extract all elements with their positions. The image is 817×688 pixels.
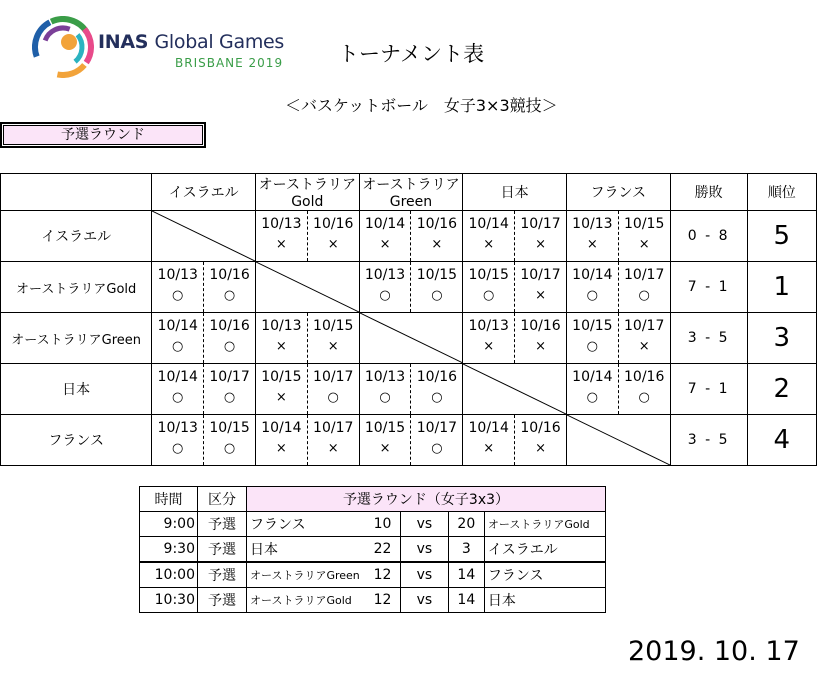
match-date: 10/13: [157, 267, 198, 283]
win-loss: 7 - 1: [670, 364, 747, 415]
match-mark: ○: [483, 288, 495, 303]
match-date: 10/15: [209, 420, 250, 436]
match-date: 10/16: [520, 318, 561, 334]
team-1: 日本: [247, 537, 365, 563]
row-team-name: フランス: [1, 415, 152, 466]
score-2: 14: [448, 562, 484, 588]
matrix-row: [1, 415, 817, 466]
match-date: 10/15: [572, 318, 613, 334]
schedule-header-row: [140, 487, 606, 512]
match-date: 10/15: [468, 267, 509, 283]
match-result-cell: [152, 364, 204, 415]
schedule-table: [139, 486, 606, 613]
match-date: 10/13: [261, 216, 302, 232]
match-result-cell: [307, 415, 359, 466]
page-subtitle: ＜バスケットボール 女子3×3競技＞: [285, 96, 558, 115]
match-mark: ×: [535, 441, 546, 456]
match-mark: ○: [379, 390, 391, 405]
match-mark: ×: [638, 237, 650, 252]
match-mark: ○: [431, 390, 443, 405]
logo-title-rest: Global Games: [154, 31, 285, 53]
match-mark: ○: [172, 339, 184, 354]
match-result-cell: [411, 364, 463, 415]
matrix-row: [1, 211, 817, 262]
match-mark: ○: [223, 339, 236, 354]
division-header: 区分: [198, 487, 247, 512]
rank-header: 順位: [747, 174, 816, 211]
rank: 4: [747, 415, 816, 466]
col-header: 日本: [463, 174, 567, 211]
match-result-cell: [307, 211, 359, 262]
logo-subtitle: BRISBANE 2019: [175, 56, 284, 70]
page-title: トーナメント表: [338, 42, 485, 66]
round-label: 予選ラウンド: [0, 122, 206, 148]
schedule-row: [140, 588, 606, 613]
match-result-cell: [515, 262, 567, 313]
col-header: イスラエル: [152, 174, 256, 211]
win-loss: 7 - 1: [670, 262, 747, 313]
match-date: 10/17: [624, 318, 665, 334]
match-result-cell: [566, 262, 618, 313]
match-date: 10/14: [261, 420, 302, 436]
match-mark: ×: [483, 339, 495, 354]
match-division: 予選: [198, 512, 247, 537]
wl-header: 勝敗: [670, 174, 747, 211]
match-division: 予選: [198, 562, 247, 588]
match-mark: ×: [535, 237, 546, 252]
rank: 1: [747, 262, 816, 313]
match-mark: ×: [275, 441, 287, 456]
match-result-cell: [411, 262, 463, 313]
match-result-cell: [566, 313, 618, 364]
inas-logo-mark-icon: [32, 16, 94, 78]
match-mark: ×: [275, 339, 287, 354]
row-team-name: 日本: [1, 364, 152, 415]
logo-title: [98, 31, 284, 53]
match-date: 10/13: [572, 216, 613, 232]
matrix-row: [1, 313, 817, 364]
win-loss: 3 - 5: [670, 415, 747, 466]
match-result-cell: [204, 415, 256, 466]
score-1: 22: [364, 537, 400, 563]
match-date: 10/16: [520, 420, 561, 436]
match-result-cell: [204, 262, 256, 313]
match-time: 9:30: [140, 537, 198, 563]
match-result-cell: [618, 313, 670, 364]
team-1: オーストラリアGold: [247, 588, 365, 613]
match-date: 10/14: [364, 216, 406, 232]
match-date: 10/13: [261, 318, 302, 334]
self-match-diagonal: [359, 313, 463, 364]
match-result-cell: [566, 211, 618, 262]
match-date: 10/16: [209, 267, 250, 283]
match-mark: ○: [638, 390, 650, 405]
match-time: 10:30: [140, 588, 198, 613]
match-result-cell: [204, 313, 256, 364]
match-mark: ×: [327, 339, 339, 354]
team-2: 日本: [484, 588, 605, 613]
match-mark: ○: [431, 288, 443, 303]
match-result-cell: [515, 415, 567, 466]
match-date: 10/15: [416, 267, 458, 283]
match-mark: ×: [275, 390, 287, 405]
match-date: 10/17: [209, 369, 250, 385]
match-date: 10/15: [313, 318, 354, 334]
match-mark: ○: [172, 390, 184, 405]
match-date: 10/15: [364, 420, 406, 436]
match-result-cell: [411, 415, 463, 466]
matrix-row: [1, 364, 817, 415]
match-date: 10/16: [624, 369, 665, 385]
match-date: 10/17: [313, 369, 354, 385]
col-header: オーストラリアGreen: [359, 174, 463, 211]
matrix-row: [1, 262, 817, 313]
match-result-cell: [411, 211, 463, 262]
logo-title-bold: INAS: [98, 31, 149, 53]
diagonal-line-icon: [360, 313, 463, 363]
match-result-cell: [359, 211, 411, 262]
document-date: 2019. 10. 17: [628, 636, 800, 667]
self-match-diagonal: [566, 415, 670, 466]
match-date: 10/16: [416, 216, 458, 232]
match-mark: ×: [638, 339, 650, 354]
rank: 3: [747, 313, 816, 364]
match-mark: ○: [586, 288, 599, 303]
match-result-cell: [566, 364, 618, 415]
match-result-cell: [515, 211, 567, 262]
col-header: オーストラリアGold: [255, 174, 359, 211]
col-header: フランス: [566, 174, 670, 211]
match-result-cell: [307, 313, 359, 364]
match-mark: ×: [275, 237, 287, 252]
match-date: 10/14: [468, 420, 509, 436]
win-loss: 3 - 5: [670, 313, 747, 364]
match-result-cell: [618, 262, 670, 313]
match-mark: ×: [586, 237, 598, 252]
match-date: 10/15: [624, 216, 665, 232]
schedule-row: [140, 562, 606, 588]
match-result-cell: [618, 211, 670, 262]
team-2: フランス: [484, 562, 605, 588]
match-result-cell: [255, 364, 307, 415]
match-date: 10/14: [157, 318, 198, 334]
match-mark: ○: [431, 441, 443, 456]
diagonal-line-icon: [567, 415, 670, 465]
match-result-cell: [463, 415, 515, 466]
score-1: 12: [364, 588, 400, 613]
team-2: オーストラリアGold: [484, 512, 605, 537]
diagonal-line-icon: [463, 364, 566, 414]
match-date: 10/17: [624, 267, 665, 283]
schedule-row: [140, 537, 606, 563]
match-mark: ○: [223, 441, 236, 456]
match-date: 10/13: [364, 369, 406, 385]
schedule-row: [140, 512, 606, 537]
match-mark: ×: [483, 237, 495, 252]
match-mark: ○: [223, 288, 236, 303]
inas-logo: [32, 16, 285, 78]
match-mark: ×: [431, 237, 443, 252]
match-date: 10/17: [416, 420, 458, 436]
match-date: 10/14: [572, 267, 613, 283]
match-mark: ×: [379, 237, 391, 252]
match-mark: ○: [379, 288, 391, 303]
match-date: 10/14: [157, 369, 198, 385]
vs-label: vs: [401, 537, 449, 563]
match-division: 予選: [198, 537, 247, 563]
match-date: 10/13: [364, 267, 406, 283]
matrix-header-row: [1, 174, 817, 211]
match-result-cell: [152, 313, 204, 364]
row-team-name: イスラエル: [1, 211, 152, 262]
match-result-cell: [204, 364, 256, 415]
matrix-corner: [1, 174, 152, 211]
self-match-diagonal: [463, 364, 567, 415]
match-mark: ○: [172, 441, 184, 456]
match-mark: ×: [483, 441, 495, 456]
match-mark: ○: [327, 390, 339, 405]
team-2: イスラエル: [484, 537, 605, 563]
match-result-cell: [463, 262, 515, 313]
match-mark: ×: [327, 441, 339, 456]
score-2: 20: [448, 512, 484, 537]
rank: 5: [747, 211, 816, 262]
match-mark: ×: [379, 441, 391, 456]
match-mark: ○: [638, 288, 650, 303]
match-mark: ×: [535, 339, 546, 354]
match-result-cell: [152, 262, 204, 313]
match-date: 10/14: [468, 216, 509, 232]
team-1: オーストラリアGreen: [247, 562, 365, 588]
match-result-cell: [152, 415, 204, 466]
match-result-cell: [463, 313, 515, 364]
match-result-cell: [618, 364, 670, 415]
match-result-cell: [307, 364, 359, 415]
match-time: 10:00: [140, 562, 198, 588]
match-mark: ○: [586, 390, 599, 405]
self-match-diagonal: [255, 262, 359, 313]
match-result-cell: [359, 364, 411, 415]
score-2: 14: [448, 588, 484, 613]
match-date: 10/14: [572, 369, 613, 385]
vs-label: vs: [401, 512, 449, 537]
match-mark: ○: [586, 339, 599, 354]
vs-label: vs: [401, 588, 449, 613]
match-result-cell: [359, 415, 411, 466]
match-division: 予選: [198, 588, 247, 613]
rank: 2: [747, 364, 816, 415]
match-date: 10/13: [157, 420, 198, 436]
score-2: 3: [448, 537, 484, 563]
match-result-cell: [359, 262, 411, 313]
vs-label: vs: [401, 562, 449, 588]
match-date: 10/16: [209, 318, 250, 334]
match-mark: ○: [172, 288, 184, 303]
round-header: 予選ラウンド（女子3x3）: [247, 487, 606, 512]
score-1: 10: [364, 512, 400, 537]
match-date: 10/13: [468, 318, 509, 334]
match-result-cell: [255, 211, 307, 262]
match-date: 10/17: [313, 420, 354, 436]
diagonal-line-icon: [152, 211, 255, 261]
match-result-cell: [255, 313, 307, 364]
row-team-name: オーストラリアGold: [1, 262, 152, 313]
tournament-matrix: [0, 173, 817, 466]
match-mark: ×: [327, 237, 339, 252]
match-result-cell: [463, 211, 515, 262]
match-date: 10/17: [520, 267, 561, 283]
match-result-cell: [255, 415, 307, 466]
match-date: 10/16: [416, 369, 458, 385]
match-time: 9:00: [140, 512, 198, 537]
row-team-name: オーストラリアGreen: [1, 313, 152, 364]
win-loss: 0 - 8: [670, 211, 747, 262]
match-result-cell: [515, 313, 567, 364]
self-match-diagonal: [152, 211, 256, 262]
score-1: 12: [364, 562, 400, 588]
match-mark: ○: [223, 390, 236, 405]
match-date: 10/17: [520, 216, 561, 232]
match-date: 10/15: [261, 369, 302, 385]
diagonal-line-icon: [256, 262, 359, 312]
match-mark: ×: [535, 288, 546, 303]
time-header: 時間: [140, 487, 198, 512]
match-date: 10/16: [313, 216, 354, 232]
team-1: フランス: [247, 512, 365, 537]
